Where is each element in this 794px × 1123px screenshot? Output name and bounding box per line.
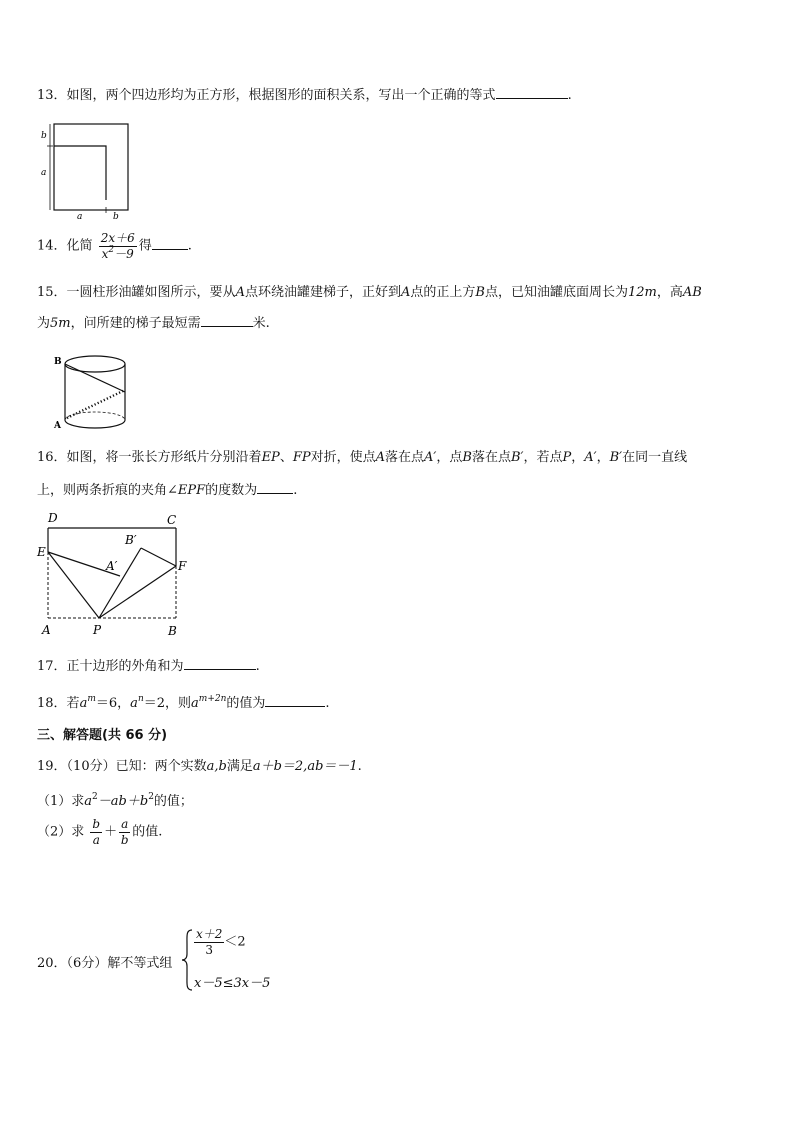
q13-answer-blank[interactable] (496, 86, 568, 99)
q15-t4: 点，已知油罐底面周长为 (484, 285, 628, 300)
q14-denominator: $x^2-9$ (101, 244, 134, 261)
q18-end: . (325, 696, 330, 711)
q16-P: P (562, 450, 572, 465)
q20-inequality-2: x－5≤3x－5 (194, 976, 271, 991)
q16-number: 16． (37, 450, 67, 465)
q19-score: （10分） (66, 759, 116, 774)
question-17 (37, 655, 260, 674)
q16-t3: 落在点 (385, 450, 425, 465)
q20-text: 解不等式组 (107, 956, 173, 971)
q16-A1b: A′ (584, 450, 597, 465)
q16-A1: A′ (424, 450, 437, 465)
q16-fig-P: P (93, 623, 102, 637)
q16-fig-F: F (178, 559, 187, 573)
q16-t4: ，点 (436, 450, 463, 465)
question-20 (37, 952, 172, 971)
q19-p1-exp2: 2 (148, 792, 154, 802)
q16-fig-A1: A′ (106, 559, 118, 573)
q18-a3: a (191, 696, 199, 711)
q18-eq2: ＝2 (143, 696, 166, 711)
q16-end: . (293, 483, 298, 498)
q19-cond: a＋b＝2,ab＝－1 (252, 759, 358, 774)
q15-number: 15． (37, 285, 67, 300)
q20-inequality-1 (194, 928, 246, 956)
q18-eq6: ＝6 (95, 696, 118, 711)
q15-t1: 一圆柱形油罐如图所示，要从 (66, 285, 236, 300)
q17-number: 17． (37, 659, 67, 674)
q18-n: n (137, 694, 144, 704)
q16-A: A (375, 450, 386, 465)
q15-t6: 为 (37, 316, 51, 331)
question-18 (37, 692, 330, 711)
q13-fig-label-a-bottom: a (77, 212, 83, 220)
q18-comma: ， (117, 696, 131, 711)
q19-cond-text: 满足 (226, 759, 253, 774)
question-19 (37, 755, 362, 774)
q19-vars: a,b (206, 759, 227, 774)
question-15-line1 (37, 281, 702, 300)
q15-12m: 12m (627, 285, 657, 300)
q13-figure (38, 120, 138, 220)
q15-answer-blank[interactable] (201, 314, 253, 327)
q19-frac1: $\frac{b}{a}$ (92, 817, 101, 847)
q19-p1-mid: －ab＋b (97, 794, 149, 809)
q19-number: 19． (37, 759, 67, 774)
q17-answer-blank[interactable] (184, 657, 256, 670)
q19-plus: ＋ (104, 824, 118, 840)
question-13 (37, 84, 572, 103)
q13-fig-label-b: b (41, 131, 47, 141)
q15-fig-label-A: A (54, 421, 61, 431)
question-15-line2 (37, 312, 270, 331)
q18-number: 18． (37, 696, 67, 711)
q19-p2-end: 的值. (132, 824, 163, 840)
q14-numerator: 2x＋6 (100, 231, 135, 245)
q16-t6: ，若点 (523, 450, 563, 465)
q17-end: . (255, 659, 260, 674)
q16-fig-D: D (48, 511, 58, 525)
q15-unit: 米. (252, 316, 270, 331)
q18-m: m (87, 694, 96, 704)
q18-prefix: 若 (66, 696, 80, 711)
q19-part1 (37, 790, 193, 809)
q14-answer-blank[interactable] (152, 237, 188, 250)
q15-t2: 点环绕油罐建梯子，正好到 (244, 285, 401, 300)
q19-p1-label: （1）求 (37, 794, 85, 809)
q15-t7: ，问所建的梯子最短需 (70, 316, 201, 331)
q16-c2: ， (596, 450, 610, 465)
q14-prefix: 化简 (66, 238, 93, 254)
q13-text: 如图，两个四边形均为正方形，根据图形的面积关系，写出一个正确的等式 (66, 88, 496, 103)
q18-answer-blank[interactable] (265, 694, 325, 707)
q15-5m: 5m (50, 316, 71, 331)
q14-suffix: 得 (138, 238, 152, 254)
q18-a2: a (130, 696, 138, 711)
q15-A: A (235, 285, 245, 300)
q19-p1-a: a (84, 794, 93, 809)
q14-number: 14． (37, 238, 67, 254)
q16-t1: 如图，将一张长方形纸片分别沿着 (66, 450, 262, 465)
q16-B: B (462, 450, 472, 465)
q16-EP: EP (261, 450, 280, 465)
q15-cylinder-figure (50, 350, 140, 432)
q19-part2 (37, 818, 162, 846)
q16-fig-E: E (37, 545, 46, 559)
q15-A2: A (400, 285, 411, 300)
q16-t8: 上，则两条折痕的夹角 (37, 483, 168, 498)
q16-fig-A: A (42, 623, 51, 637)
question-14 (37, 232, 192, 260)
q16-c1: ， (571, 450, 585, 465)
q19-p1-exp1: 2 (92, 792, 98, 802)
q16-t9: 的度数为 (205, 483, 258, 498)
q16-FP: FP (292, 450, 311, 465)
q20-ineq1-frac: $\frac{x+2}{3}$ (196, 927, 223, 957)
q15-AB: AB (682, 285, 702, 300)
q18-a1: a (79, 696, 88, 711)
q13-fig-label-a: a (41, 168, 47, 178)
question-16-line1 (37, 446, 687, 465)
q16-t7: 在同一直线 (622, 450, 688, 465)
section-title: 三、解答题(共 66 分) (37, 728, 168, 743)
q16-fig-C: C (167, 513, 177, 527)
question-16-line2 (37, 479, 297, 498)
q19-p2-label: （2）求 (37, 824, 85, 840)
q19-text: 已知：两个实数 (115, 759, 207, 774)
q16-t5: 落在点 (471, 450, 511, 465)
q20-brace (181, 928, 193, 992)
q19-p1-end: 的值； (153, 794, 193, 809)
q16-answer-blank[interactable] (257, 481, 293, 494)
q19-end: . (357, 759, 362, 774)
q13-number: 13． (37, 88, 67, 103)
q16-B1b: B′ (609, 450, 623, 465)
q15-t5: ，高 (656, 285, 683, 300)
q15-t3: 点的正上方 (410, 285, 476, 300)
q14-fraction (99, 232, 137, 260)
q16-figure (36, 508, 196, 640)
q18-mid: ，则 (165, 696, 192, 711)
q15-B: B (475, 285, 485, 300)
q16-fig-B: B (168, 624, 177, 638)
q13-end: . (567, 88, 572, 103)
q18-suffix: 的值为 (226, 696, 266, 711)
q18-exp: m+2n (198, 694, 227, 704)
q20-number: 20． (37, 956, 67, 971)
q16-t2: 对折，使点 (310, 450, 376, 465)
q17-text: 正十边形的外角和为 (66, 659, 184, 674)
q20-score: （6分） (66, 956, 108, 971)
q16-angle: ∠EPF (167, 483, 206, 498)
q20-ineq1-rhs: ＜2 (224, 934, 246, 950)
q13-fig-label-b-bottom: b (113, 212, 119, 220)
q19-frac2: $\frac{a}{b}$ (120, 817, 129, 847)
q16-sep: 、 (279, 450, 293, 465)
q16-B1: B′ (510, 450, 524, 465)
q15-fig-label-B: B (54, 357, 62, 367)
q14-end: . (187, 238, 192, 254)
q16-fig-B1: B′ (125, 533, 137, 547)
